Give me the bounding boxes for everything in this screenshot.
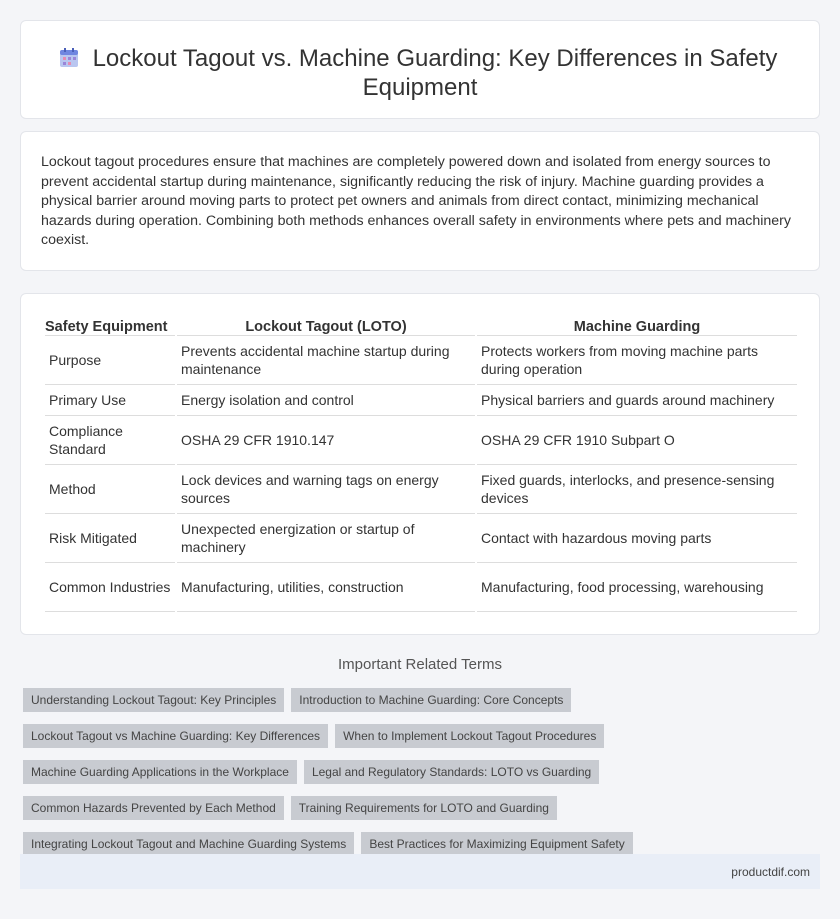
row-label: Method xyxy=(45,465,175,514)
loto-cell: Manufacturing, utilities, construction xyxy=(177,563,475,612)
guarding-cell: Fixed guards, interlocks, and presence-sensing devices xyxy=(477,465,797,514)
footer-site-link[interactable]: productdif.com xyxy=(731,865,810,879)
table-row xyxy=(45,465,797,514)
page-title xyxy=(21,44,819,102)
intro-card xyxy=(20,131,820,271)
guarding-cell: Contact with hazardous moving parts xyxy=(477,514,797,563)
intro-paragraph: Lockout tagout procedures ensure that machines are completely powered down and isolated from energy sources to prevent accidental startup during maintenance, significantly reducing the risk of injury. Machine guarding provides a physical barrier around moving parts to protect pet owners and animals from direct contact, minimizing mechanical hazards during operation. Combining both methods enhances overall safety in environments where pets and machinery coexist. xyxy=(41,154,792,248)
loto-cell: Lock devices and warning tags on energy sources xyxy=(177,465,475,514)
header-safety-equipment: Safety Equipment xyxy=(45,315,175,336)
header-loto: Lockout Tagout (LOTO) xyxy=(177,315,475,336)
related-term-tag[interactable]: Integrating Lockout Tagout and Machine Guarding Systems xyxy=(23,832,354,856)
loto-cell: OSHA 29 CFR 1910.147 xyxy=(177,416,475,465)
related-term-tag[interactable]: Best Practices for Maximizing Equipment Safety xyxy=(361,832,632,856)
related-term-tag[interactable]: Introduction to Machine Guarding: Core Concepts xyxy=(291,688,571,712)
related-term-tag[interactable]: Understanding Lockout Tagout: Key Principles xyxy=(23,688,284,712)
title-line-2: Equipment xyxy=(362,74,478,101)
related-terms-title: Important Related Terms xyxy=(338,656,502,673)
guarding-cell: OSHA 29 CFR 1910 Subpart O xyxy=(477,416,797,465)
row-label: Risk Mitigated xyxy=(45,514,175,563)
loto-cell: Energy isolation and control xyxy=(177,385,475,416)
related-term-tag[interactable]: Lockout Tagout vs Machine Guarding: Key Differences xyxy=(23,724,328,748)
table-row xyxy=(45,385,797,416)
row-label: Compliance Standard xyxy=(45,416,175,465)
loto-cell: Unexpected energization or startup of machinery xyxy=(177,514,475,563)
related-terms-list xyxy=(23,688,813,868)
row-label: Primary Use xyxy=(45,385,175,416)
related-term-tag[interactable]: Machine Guarding Applications in the Workplace xyxy=(23,760,297,784)
guarding-cell: Protects workers from moving machine parts during operation xyxy=(477,336,797,385)
comparison-table xyxy=(43,315,799,612)
guarding-cell: Manufacturing, food processing, warehousing xyxy=(477,563,797,612)
footer xyxy=(20,854,820,889)
header-machine-guarding: Machine Guarding xyxy=(477,315,797,336)
related-term-tag[interactable]: When to Implement Lockout Tagout Procedures xyxy=(335,724,604,748)
table-header-row xyxy=(45,315,797,336)
row-label: Purpose xyxy=(45,336,175,385)
comparison-card xyxy=(20,293,820,635)
related-term-tag[interactable]: Training Requirements for LOTO and Guarding xyxy=(291,796,557,820)
table-row xyxy=(45,336,797,385)
table-row xyxy=(45,514,797,563)
table-row xyxy=(45,416,797,465)
related-term-tag[interactable]: Common Hazards Prevented by Each Method xyxy=(23,796,284,820)
loto-cell: Prevents accidental machine startup during maintenance xyxy=(177,336,475,385)
related-term-tag[interactable]: Legal and Regulatory Standards: LOTO vs Guarding xyxy=(304,760,599,784)
guarding-cell: Physical barriers and guards around machinery xyxy=(477,385,797,416)
header-card xyxy=(20,20,820,119)
title-line-1: Lockout Tagout vs. Machine Guarding: Key Differences in Safety xyxy=(92,45,778,72)
table-row xyxy=(45,563,797,612)
row-label: Common Industries xyxy=(45,563,175,612)
